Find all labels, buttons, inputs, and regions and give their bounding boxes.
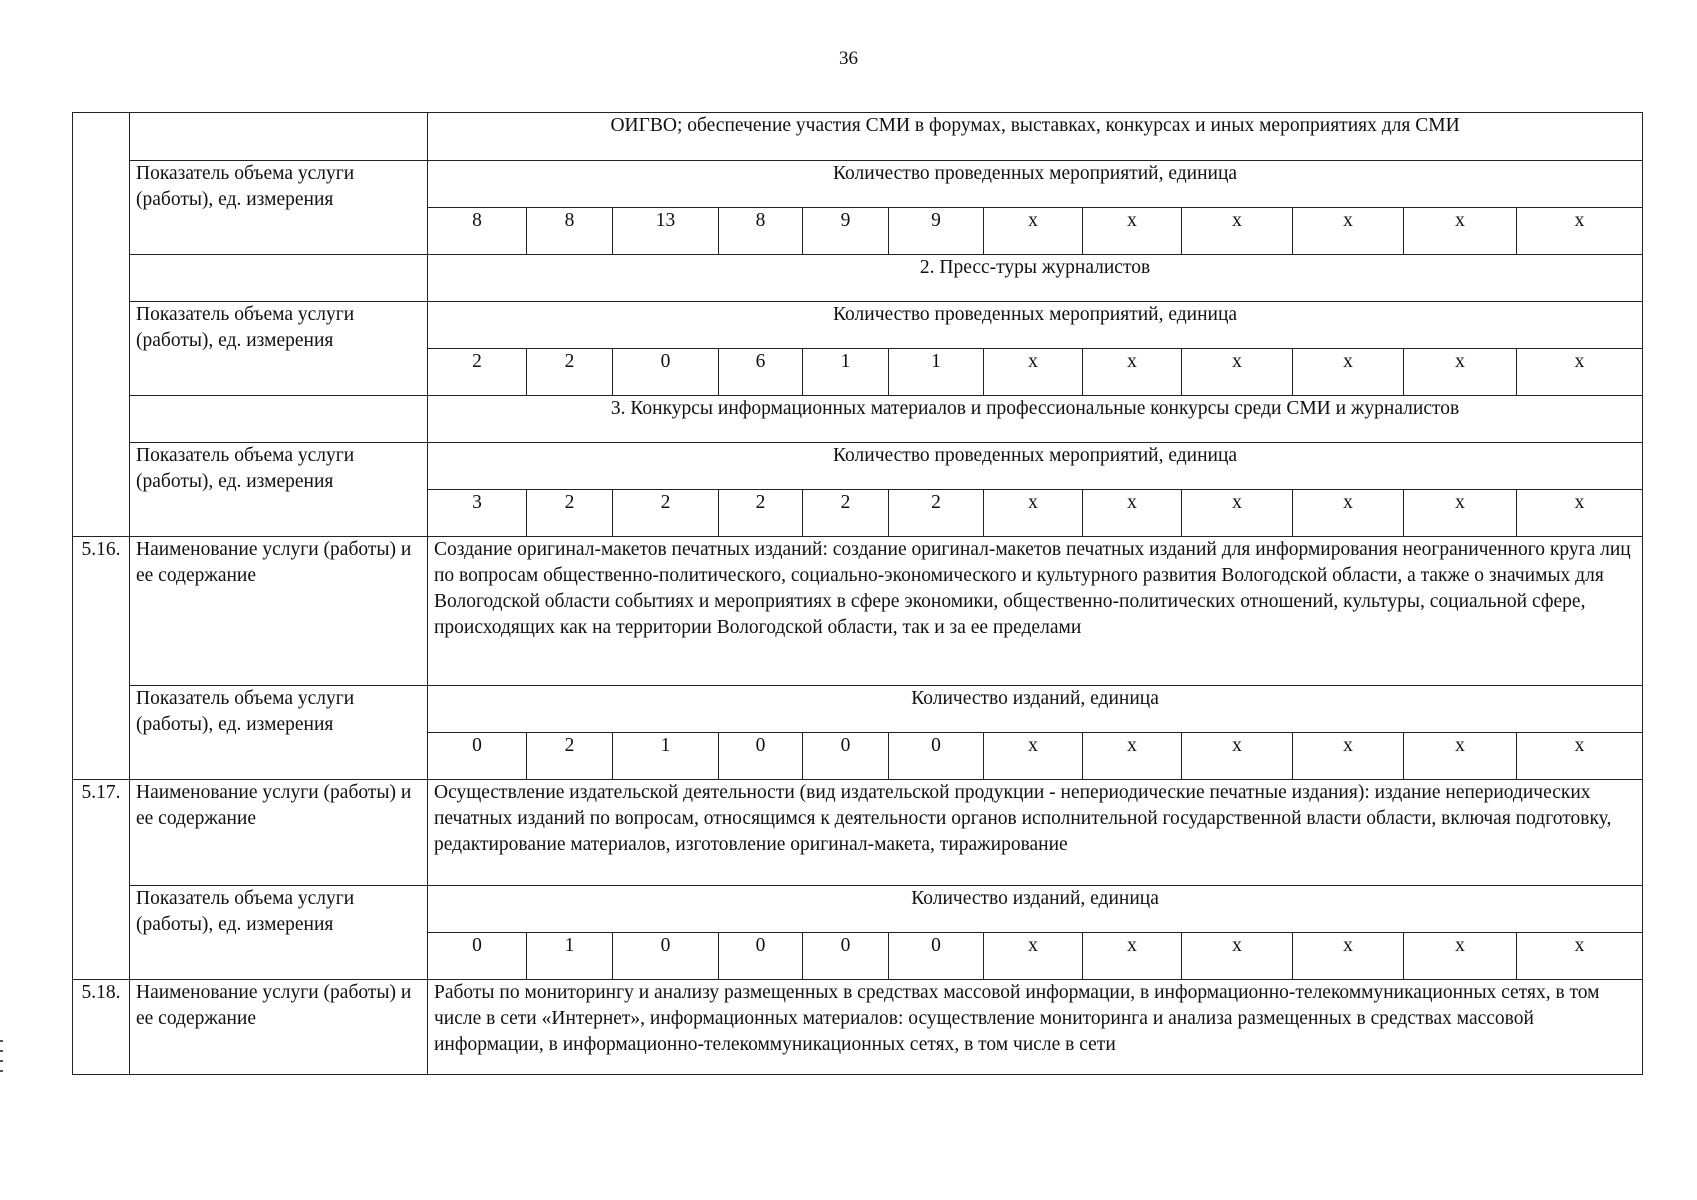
service-label: Наименование услуги (работы) и ее содержание xyxy=(130,537,428,686)
value-cell: x xyxy=(1404,490,1517,537)
indicator-label: Показатель объема услуги (работы), ед. измерения xyxy=(130,302,428,396)
indicator-unit: Количество изданий, единица xyxy=(428,886,1643,933)
label-cell xyxy=(130,396,428,443)
indicator-unit: Количество изданий, единица xyxy=(428,686,1643,733)
value-cell: x xyxy=(1293,733,1404,780)
table-row xyxy=(73,780,1643,886)
value-cell: x xyxy=(1517,733,1643,780)
page-number: 36 xyxy=(839,48,858,69)
value-cell: x xyxy=(1404,733,1517,780)
value-cell: 13 xyxy=(613,208,719,255)
value-cell: 0 xyxy=(803,733,889,780)
value-cell: x xyxy=(984,933,1083,980)
services-table xyxy=(72,112,1643,1075)
value-cell: 0 xyxy=(719,733,803,780)
value-cell: 9 xyxy=(889,208,984,255)
value-cell: x xyxy=(984,349,1083,396)
value-cell: x xyxy=(984,208,1083,255)
service-description: Осуществление издательской деятельности (вид издательской продукции - непериодические печатные издания): издание непериодических печатных изданий по вопросам, относящимся к деятельности органов исполнительной государственной власти области, включая подготовку, редактирование материалов, изготовление оригинал-макета, тиражирование xyxy=(428,780,1643,886)
value-cell: x xyxy=(1083,733,1182,780)
value-cell: 8 xyxy=(719,208,803,255)
value-cell: 0 xyxy=(889,733,984,780)
table-row xyxy=(73,980,1643,1075)
value-cell: x xyxy=(984,733,1083,780)
value-cell: x xyxy=(1293,208,1404,255)
value-cell: x xyxy=(1404,208,1517,255)
value-cell: x xyxy=(1182,349,1293,396)
section-title: 3. Конкурсы информационных материалов и профессиональные конкурсы среди СМИ и журналистов xyxy=(428,396,1643,443)
table-row xyxy=(73,886,1643,933)
indicator-label: Показатель объема услуги (работы), ед. измерения xyxy=(130,886,428,980)
label-cell xyxy=(130,255,428,302)
value-cell: x xyxy=(1182,490,1293,537)
value-cell: x xyxy=(1083,208,1182,255)
section-title: 2. Пресс-туры журналистов xyxy=(428,255,1643,302)
indicator-label: Показатель объема услуги (работы), ед. измерения xyxy=(130,443,428,537)
indicator-unit: Количество проведенных мероприятий, единица xyxy=(428,161,1643,208)
item-number: 5.17. xyxy=(73,780,130,980)
value-cell: 2 xyxy=(527,349,613,396)
value-cell: x xyxy=(1517,490,1643,537)
value-cell: x xyxy=(1404,933,1517,980)
indicator-unit: Количество проведенных мероприятий, единица xyxy=(428,443,1643,490)
item-number: 5.16. xyxy=(73,537,130,780)
value-cell: x xyxy=(1404,349,1517,396)
value-cell: 0 xyxy=(428,733,527,780)
value-cell: x xyxy=(1083,349,1182,396)
value-cell: x xyxy=(1182,208,1293,255)
label-cell xyxy=(130,113,428,161)
service-label: Наименование услуги (работы) и ее содержание xyxy=(130,980,428,1075)
service-description: Работы по мониторингу и анализу размещенных в средствах массовой информации, в информационно-телекоммуникационных сетях, в том числе в сети «Интернет», информационных материалов: осуществление мониторинга и анализа размещенных в средствах массовой информации, в информационно-телекоммуникационных сетях, в том числе в сети xyxy=(428,980,1643,1075)
value-cell: 1 xyxy=(527,933,613,980)
table-row xyxy=(73,396,1643,443)
service-description: Создание оригинал-макетов печатных изданий: создание оригинал-макетов печатных изданий для информирования неограниченного круга лиц по вопросам общественно-политического, социально-экономического и культурного развития Вологодской области, а также о значимых для Вологодской области событиях и мероприятиях в сфере экономики, общественно-политических отношений, культуры, социальной сфере, происходящих как на территории Вологодской области, так и за ее пределами xyxy=(428,537,1643,686)
value-cell: x xyxy=(1083,490,1182,537)
value-cell: x xyxy=(1182,933,1293,980)
value-cell: 2 xyxy=(428,349,527,396)
table-row xyxy=(73,113,1643,161)
value-cell: x xyxy=(1293,490,1404,537)
value-cell: 0 xyxy=(803,933,889,980)
value-cell: x xyxy=(1517,208,1643,255)
value-cell: 2 xyxy=(719,490,803,537)
value-cell: x xyxy=(1293,349,1404,396)
table-row xyxy=(73,443,1643,490)
table-row xyxy=(73,255,1643,302)
value-cell: 1 xyxy=(613,733,719,780)
service-label: Наименование услуги (работы) и ее содержание xyxy=(130,780,428,886)
table-row xyxy=(73,161,1643,208)
value-cell: 2 xyxy=(613,490,719,537)
value-cell: 2 xyxy=(889,490,984,537)
number-cell xyxy=(73,113,130,537)
value-cell: 6 xyxy=(719,349,803,396)
value-cell: 8 xyxy=(527,208,613,255)
value-cell: 2 xyxy=(527,490,613,537)
indicator-unit: Количество проведенных мероприятий, единица xyxy=(428,302,1643,349)
value-cell: 0 xyxy=(613,933,719,980)
value-cell: x xyxy=(1083,933,1182,980)
value-cell: x xyxy=(984,490,1083,537)
value-cell: 0 xyxy=(719,933,803,980)
scan-edge-marks xyxy=(0,1040,4,1080)
value-cell: 8 xyxy=(428,208,527,255)
value-cell: 2 xyxy=(803,490,889,537)
value-cell: 2 xyxy=(527,733,613,780)
table-row xyxy=(73,537,1643,686)
table-row xyxy=(73,302,1643,349)
item-number: 5.18. xyxy=(73,980,130,1075)
value-cell: x xyxy=(1182,733,1293,780)
value-cell: 0 xyxy=(889,933,984,980)
value-cell: 1 xyxy=(803,349,889,396)
section-title: ОИГВО; обеспечение участия СМИ в форумах, выставках, конкурсах и иных мероприятиях для СМИ xyxy=(428,113,1643,161)
indicator-label: Показатель объема услуги (работы), ед. измерения xyxy=(130,161,428,255)
value-cell: 1 xyxy=(889,349,984,396)
value-cell: x xyxy=(1517,933,1643,980)
value-cell: 0 xyxy=(428,933,527,980)
value-cell: 0 xyxy=(613,349,719,396)
value-cell: 9 xyxy=(803,208,889,255)
indicator-label: Показатель объема услуги (работы), ед. измерения xyxy=(130,686,428,780)
value-cell: x xyxy=(1517,349,1643,396)
table-row xyxy=(73,686,1643,733)
value-cell: 3 xyxy=(428,490,527,537)
value-cell: x xyxy=(1293,933,1404,980)
